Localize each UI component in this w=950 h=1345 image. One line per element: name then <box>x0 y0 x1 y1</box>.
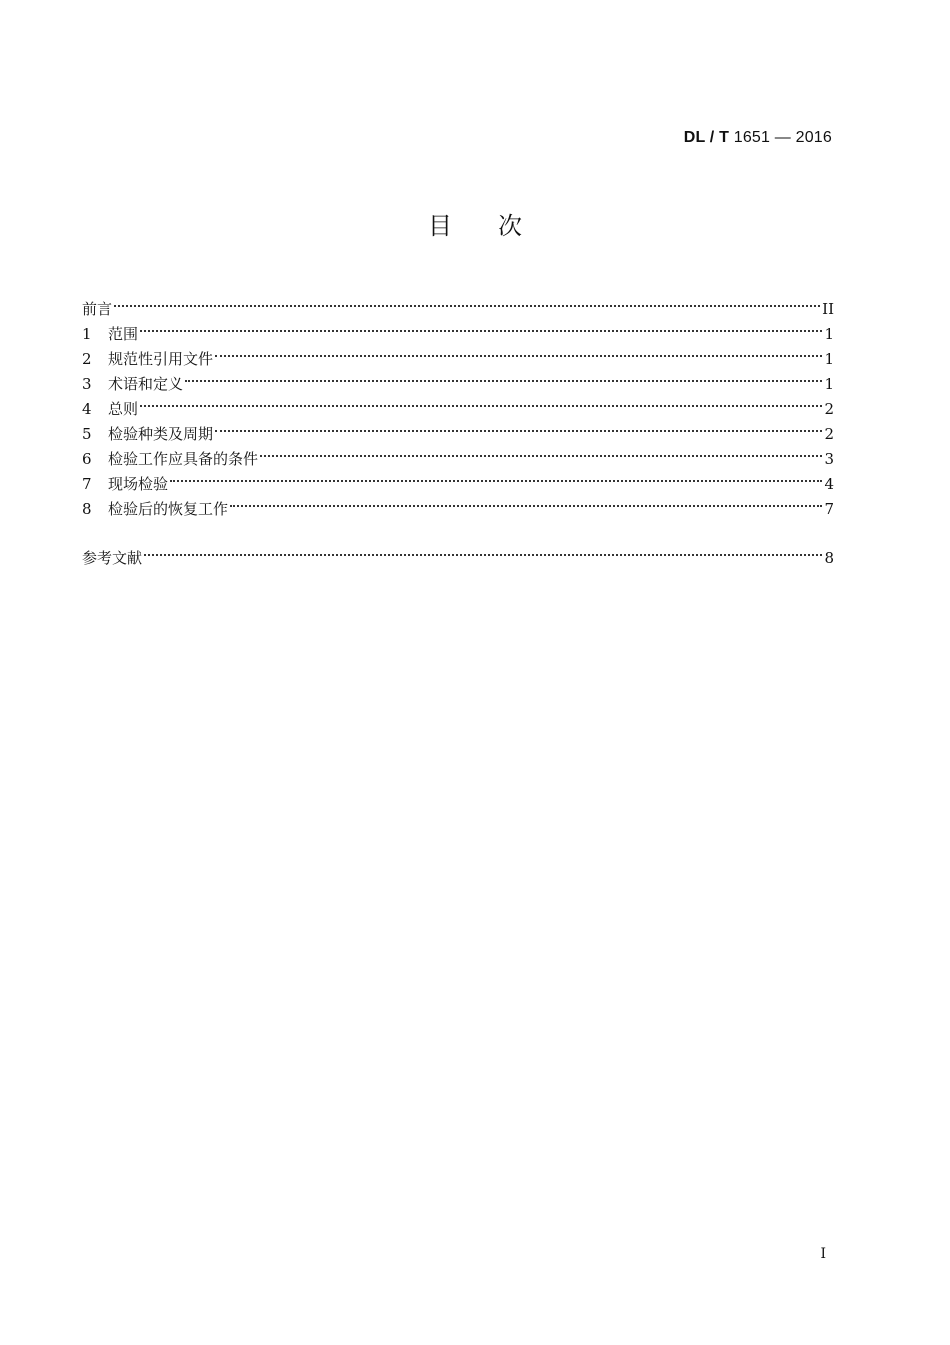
standard-number: 1651 — 2016 <box>733 129 832 146</box>
table-of-contents <box>82 289 834 567</box>
toc-entry-title: 检验种类及周期 <box>108 425 214 443</box>
toc-leader-dots <box>260 439 822 464</box>
toc-leader-dots <box>140 314 822 339</box>
toc-leader-dots <box>144 538 822 563</box>
toc-entry-number: 6 <box>82 450 92 468</box>
toc-entry-foreword[interactable] <box>82 289 834 318</box>
toc-entry-references[interactable] <box>82 538 834 567</box>
toc-leader-dots <box>140 389 822 414</box>
toc-entry-title: 参考文献 <box>82 549 143 567</box>
toc-leader-dots <box>230 489 822 514</box>
toc-entry-page: 1 <box>824 350 834 368</box>
toc-leader-dots <box>215 414 822 439</box>
toc-leader-dots <box>185 364 822 389</box>
toc-entry-title: 总则 <box>108 400 139 418</box>
toc-entry-page: 3 <box>824 450 834 468</box>
toc-entry-2[interactable] <box>82 339 834 368</box>
toc-entry-page: 2 <box>824 425 834 443</box>
toc-entry-title: 范围 <box>108 325 139 343</box>
toc-entry-3[interactable] <box>82 364 834 393</box>
toc-entry-number: 4 <box>82 400 92 418</box>
toc-entry-title: 检验工作应具备的条件 <box>108 450 259 468</box>
toc-entry-7[interactable] <box>82 464 834 493</box>
toc-entry-page: 1 <box>824 375 834 393</box>
toc-entry-page: II <box>822 300 834 318</box>
toc-entry-number: 2 <box>82 350 92 368</box>
toc-entry-8[interactable] <box>82 489 834 518</box>
toc-entry-1[interactable] <box>82 314 834 343</box>
toc-entry-number: 1 <box>82 325 92 343</box>
toc-entry-title: 术语和定义 <box>108 375 184 393</box>
page-title: 目次 <box>428 212 568 240</box>
toc-entry-number: 8 <box>82 500 92 518</box>
toc-entry-title: 规范性引用文件 <box>108 350 214 368</box>
page-number: I <box>820 1246 826 1262</box>
document-header <box>684 129 832 147</box>
toc-entry-number: 7 <box>82 475 92 493</box>
toc-leader-dots <box>170 464 822 489</box>
toc-entry-page: 2 <box>824 400 834 418</box>
toc-leader-dots <box>114 289 820 314</box>
standard-code: DL / T <box>683 129 730 146</box>
toc-entry-title: 检验后的恢复工作 <box>108 500 229 518</box>
toc-entry-title: 前言 <box>82 300 113 318</box>
toc-leader-dots <box>215 339 822 364</box>
toc-entry-page: 4 <box>824 475 834 493</box>
toc-entry-number: 5 <box>82 425 92 443</box>
toc-entry-page: 8 <box>824 549 834 567</box>
toc-entry-5[interactable] <box>82 414 834 443</box>
toc-entry-4[interactable] <box>82 389 834 418</box>
toc-entry-number: 3 <box>82 375 92 393</box>
toc-entry-title: 现场检验 <box>108 475 169 493</box>
toc-entry-page: 7 <box>824 500 834 518</box>
toc-entry-page: 1 <box>824 325 834 343</box>
